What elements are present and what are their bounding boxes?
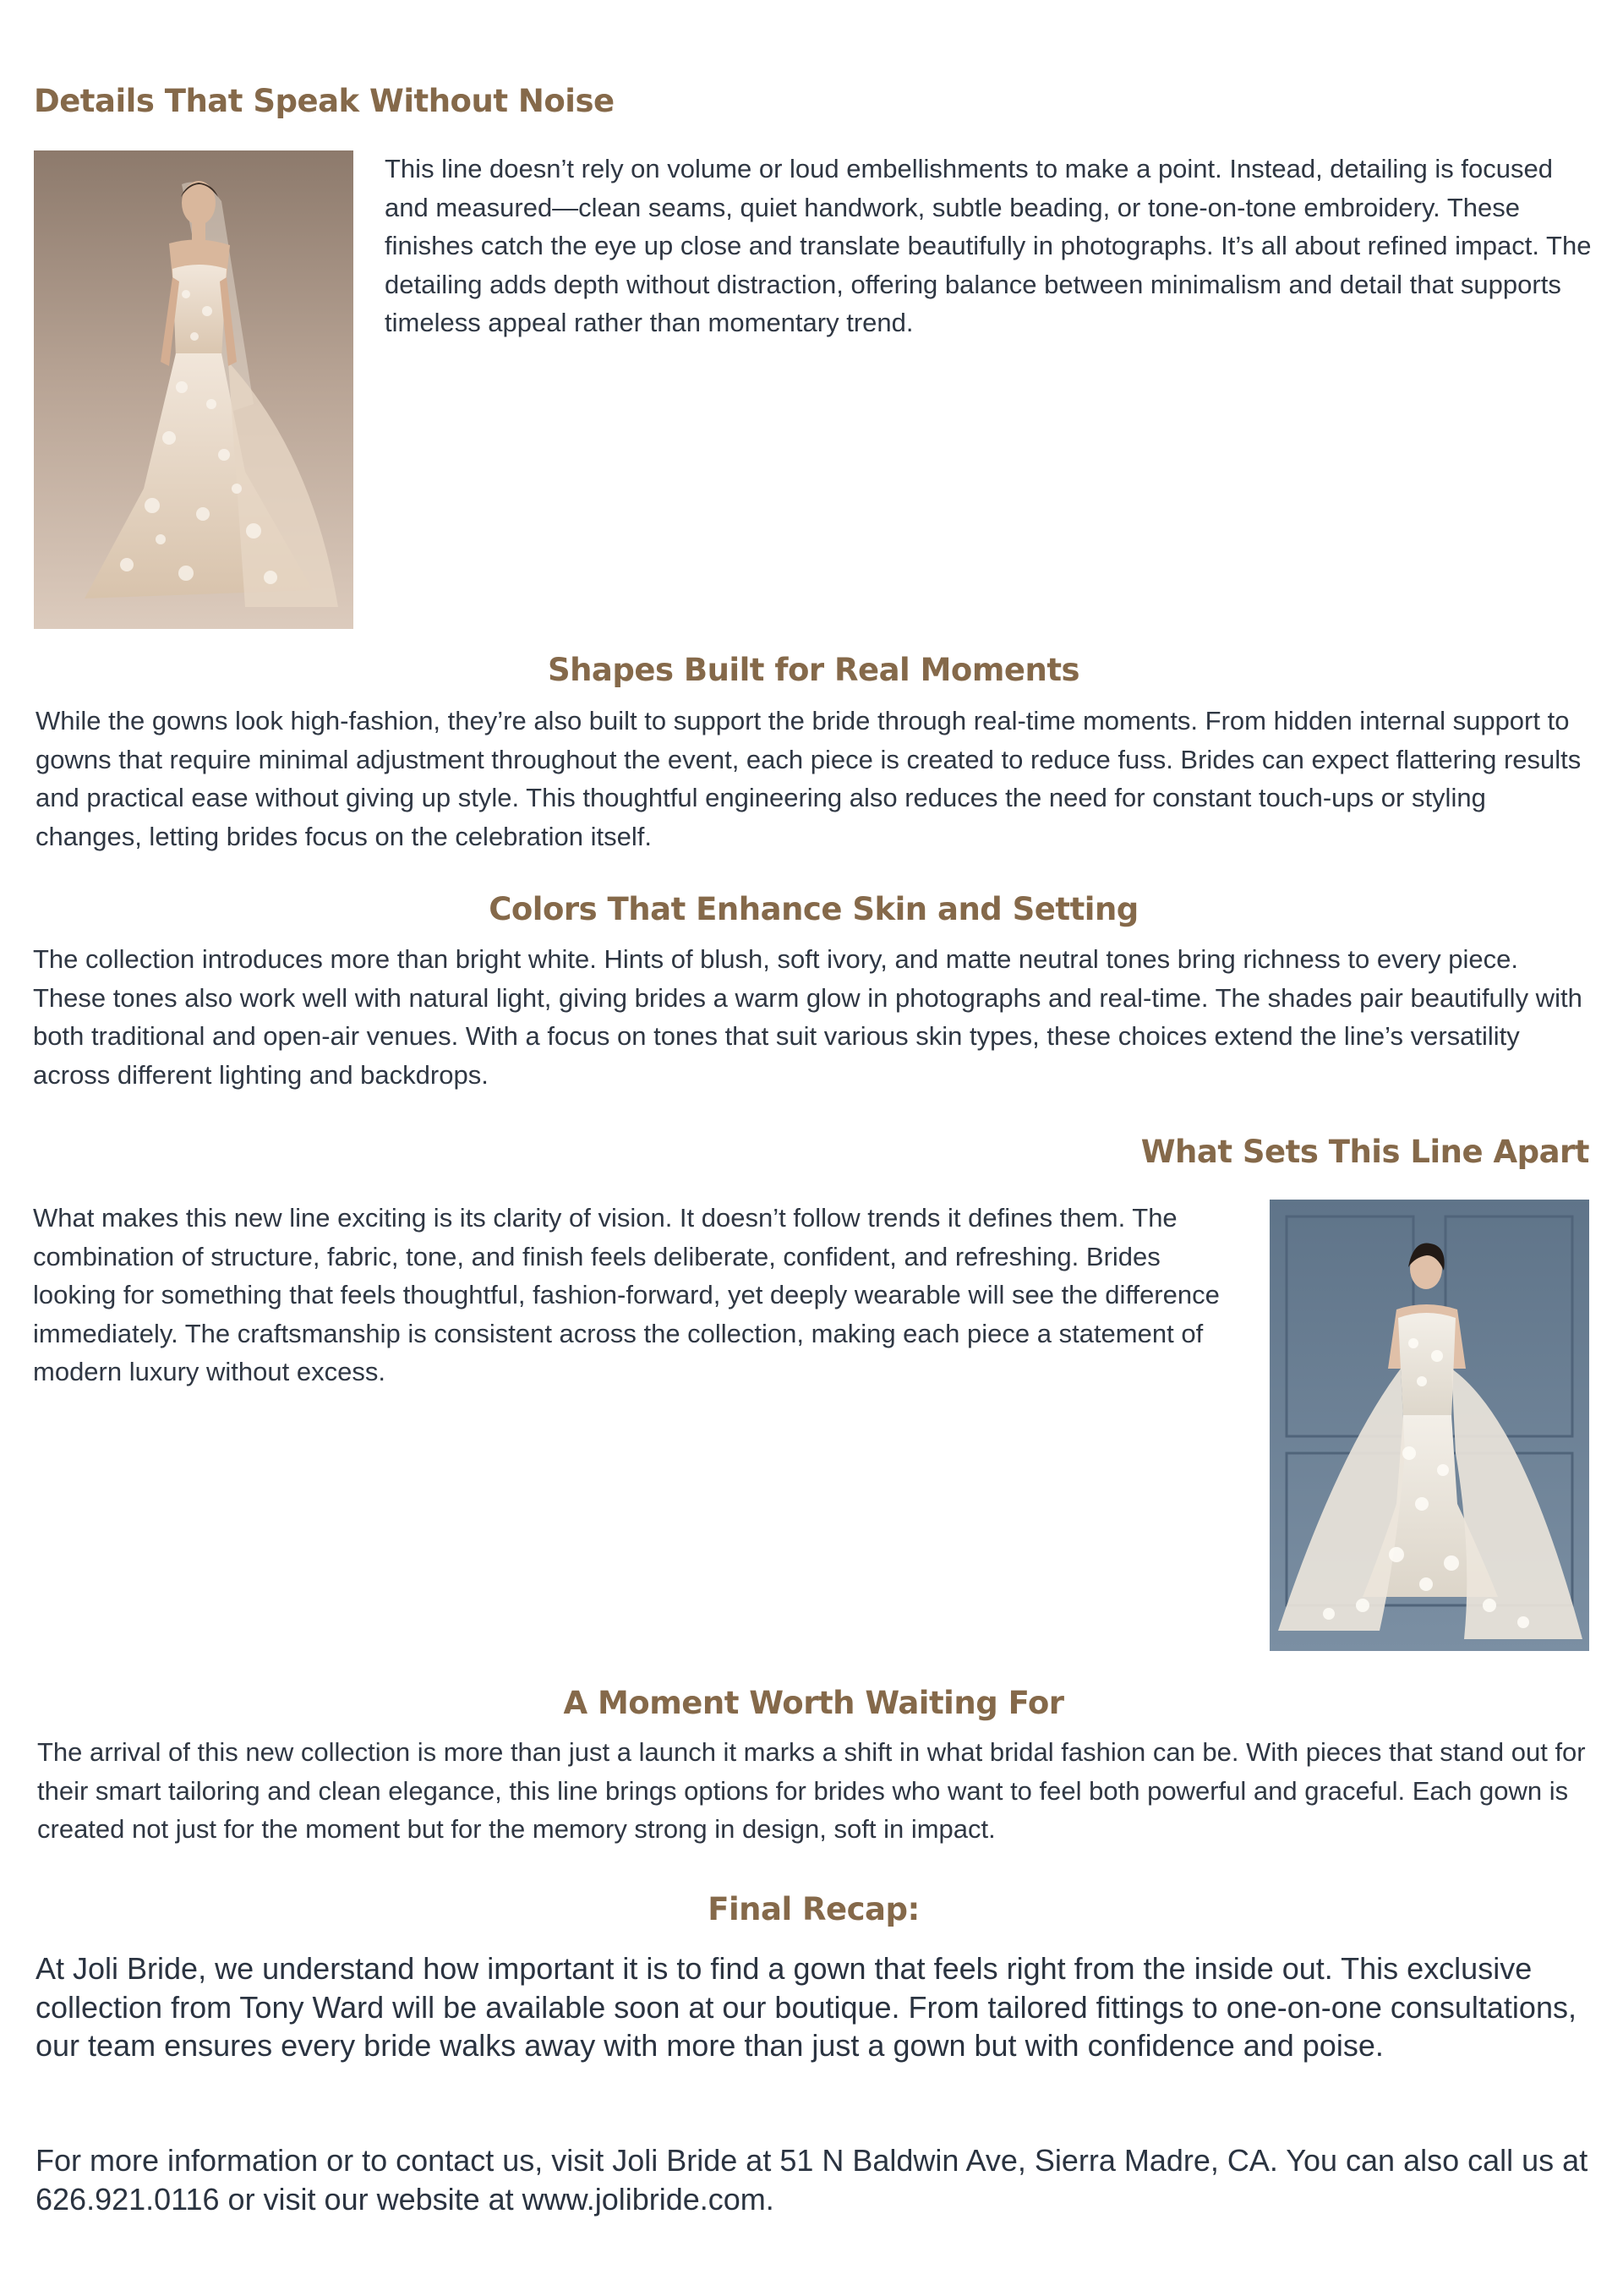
paragraph-shapes: While the gowns look high-fashion, they’re also built to support the bride through real-time moments. From hidden internal support to gowns that require minimal adjustment throughout the event, each piece is created to reduce fuss. Brides can expect flattering results and practical ease without giving up style. This thoughtful engineering also reduces the need for constant touch-ups or styling changes, letting brides focus on the celebration itself. [36,706,1582,851]
section-heading-details: Details That Speak Without Noise [34,83,615,119]
paragraph-moment: The arrival of this new collection is more than just a launch it marks a shift in what bridal fashion can be. With pieces that stand out for their smart tailoring and clean elegance, this line brings options for brides who want to feel both powerful and graceful. Each gown is created not just for the moment but for the memory strong in design, soft in impact. [37,1737,1586,1844]
paragraph-recap-contact: For more information or to contact us, visit Joli Bride at 51 N Baldwin Ave, Sierra Madre, CA. You can also call us at 626.921.0116 or visit our website at www.jolibride.com. [36,2143,1588,2217]
section-heading-sets-apart: What Sets This Line Apart [1140,1134,1589,1170]
section-heading-shapes: Shapes Built for Real Moments [547,652,1080,688]
paragraph-colors: The collection introduces more than bright white. Hints of blush, soft ivory, and matte neutral tones bring richness to every piece. These tones also work well with natural light, giving brides a warm glow in photographs and real-time. The shades pair beautifully with both traditional and open-air venues. With a focus on tones that suit various skin types, these choices extend the line’s versatility across different lighting and backdrops. [33,944,1582,1090]
gown-photo-blush [34,150,353,629]
gown-photo-ivory [1270,1200,1589,1651]
section-heading-moment: A Moment Worth Waiting For [563,1685,1064,1721]
paragraph-details: This line doesn’t rely on volume or loud embellishments to make a point. Instead, detailing is focused and measured—clean seams, quiet handwork, subtle beading, or tone-on-tone embroidery. These finishes catch the eye up close and translate beautifully in photographs. It’s all about refined impact. The detailing adds depth without distraction, offering balance between minimalism and detail that supports timeless appeal rather than momentary trend. [385,154,1592,337]
paragraph-recap-intro: At Joli Bride, we understand how important it is to find a gown that feels right from the inside out. This exclusive collection from Tony Ward will be available soon at our boutique. From tailored fittings to one-on-one consultations, our team ensures every bride walks away with more than just a gown but with confidence and poise. [36,1951,1577,2063]
section-heading-recap: Final Recap: [708,1891,920,1927]
paragraph-sets-apart: What makes this new line exciting is its clarity of vision. It doesn’t follow trends it defines them. The combination of structure, fabric, tone, and finish feels deliberate, confident, and refreshing. Brides looking for something that feels thoughtful, fashion-forward, yet deeply wearable will see the difference immediately. The craftsmanship is consistent across the collection, making each piece a statement of modern luxury without excess. [33,1203,1220,1386]
section-heading-colors: Colors That Enhance Skin and Setting [489,891,1139,927]
